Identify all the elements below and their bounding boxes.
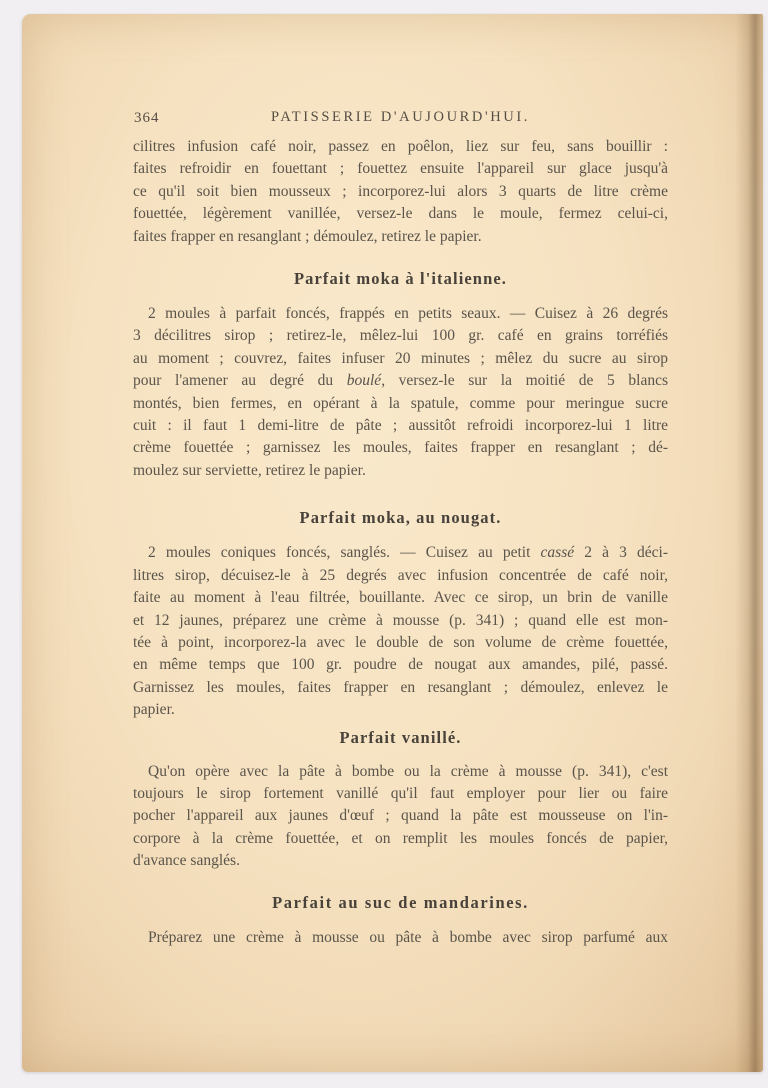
- recipe-heading: Parfait vanillé.: [339, 727, 462, 747]
- recipe-paragraph: [133, 761, 668, 873]
- recipe-paragraph: [133, 542, 668, 721]
- text-line: en même temps que 100 gr. poudre de nougat aux amandes, pilé, passé.: [133, 656, 668, 674]
- text-line: Préparez une crème à mousse ou pâte à bombe avec sirop parfumé aux: [148, 928, 668, 946]
- text-line: litres sirop, décuisez-le à 25 degrés avec infusion concentrée de café noir,: [133, 566, 668, 584]
- text-line: pour l'amener au degré du boulé, versez-le sur la moitié de 5 blancs: [133, 372, 668, 390]
- recipe-paragraph: [133, 927, 668, 949]
- text-line: faites frapper en resanglant ; démoulez, retirez le papier.: [133, 227, 482, 245]
- page-gutter-shadow: [735, 14, 763, 1072]
- text-line: faites refroidir en fouettant ; fouettez ensuite l'appareil sur glace jusqu'à: [133, 160, 668, 178]
- page-text-block: [133, 106, 668, 949]
- page-number: 364: [134, 110, 160, 126]
- text-line: au moment ; couvrez, faites infuser 20 minutes ; mêlez du sucre au sirop: [133, 349, 668, 367]
- text-line: 2 moules coniques foncés, sanglés. — Cuisez au petit cassé 2 à 3 déci-: [148, 544, 669, 562]
- book-page-paper: [22, 14, 763, 1072]
- page-header: [133, 106, 668, 127]
- text-line: 2 moules à parfait foncés, frappés en petits seaux. — Cuisez à 26 degrés: [148, 305, 668, 323]
- recipe-heading: Parfait moka à l'italienne.: [293, 269, 507, 289]
- text-line: faite au moment à l'eau filtrée, bouillante. Avec ce sirop, un brin de vanille: [133, 589, 668, 607]
- text-line: moulez sur serviette, retirez le papier.: [133, 461, 366, 479]
- text-line: cuit : il faut 1 demi-litre de pâte ; aussitôt refroidi incorporez-lui 1 litre: [133, 417, 668, 435]
- text-line: montés, bien fermes, en opérant à la spatule, comme pour meringue sucre: [133, 394, 668, 412]
- text-line: toujours le sirop fortement vanillé qu'il faut employer pour lier ou faire: [133, 784, 668, 802]
- page-content: [133, 136, 668, 949]
- text-line: corpore à la crème fouettée, et on remplit les moules foncés de papier,: [133, 829, 668, 847]
- text-line: cilitres infusion café noir, passez en poêlon, liez sur feu, sans bouillir :: [133, 138, 668, 155]
- recipe-heading: Parfait au suc de mandarines.: [272, 892, 529, 912]
- text-line: Qu'on opère avec la pâte à bombe ou la crème à mousse (p. 341), c'est: [148, 762, 668, 780]
- running-title: PATISSERIE D'AUJOURD'HUI.: [270, 109, 530, 125]
- text-line: tée à point, incorporez-la avec le double de son volume de crème fouettée,: [133, 633, 668, 651]
- recipe-heading: Parfait moka, au nougat.: [299, 508, 502, 528]
- text-line: 3 décilitres sirop ; retirez-le, mêlez-lui 100 gr. café en grains torréfiés: [133, 327, 668, 345]
- recipe-paragraph: [133, 136, 668, 248]
- text-line: fouettée, légèrement vanillée, versez-le dans le moule, fermez celui-ci,: [133, 205, 668, 223]
- text-line: Garnissez les moules, faites frapper en resanglant ; démoulez, enlevez le: [133, 678, 668, 696]
- text-line: crème fouettée ; garnissez les moules, faites frapper en resanglant ; dé-: [133, 439, 668, 457]
- text-line: et 12 jaunes, préparez une crème à mousse (p. 341) ; quand elle est mon-: [133, 611, 668, 629]
- text-line: pocher l'appareil aux jaunes d'œuf ; quand la pâte est mousseuse on l'in-: [133, 807, 668, 825]
- text-line: papier.: [133, 701, 175, 719]
- recipe-paragraph: [133, 303, 668, 482]
- text-line: d'avance sanglés.: [133, 852, 240, 870]
- text-line: ce qu'il soit bien mousseux ; incorporez-lui alors 3 quarts de litre crème: [133, 182, 668, 200]
